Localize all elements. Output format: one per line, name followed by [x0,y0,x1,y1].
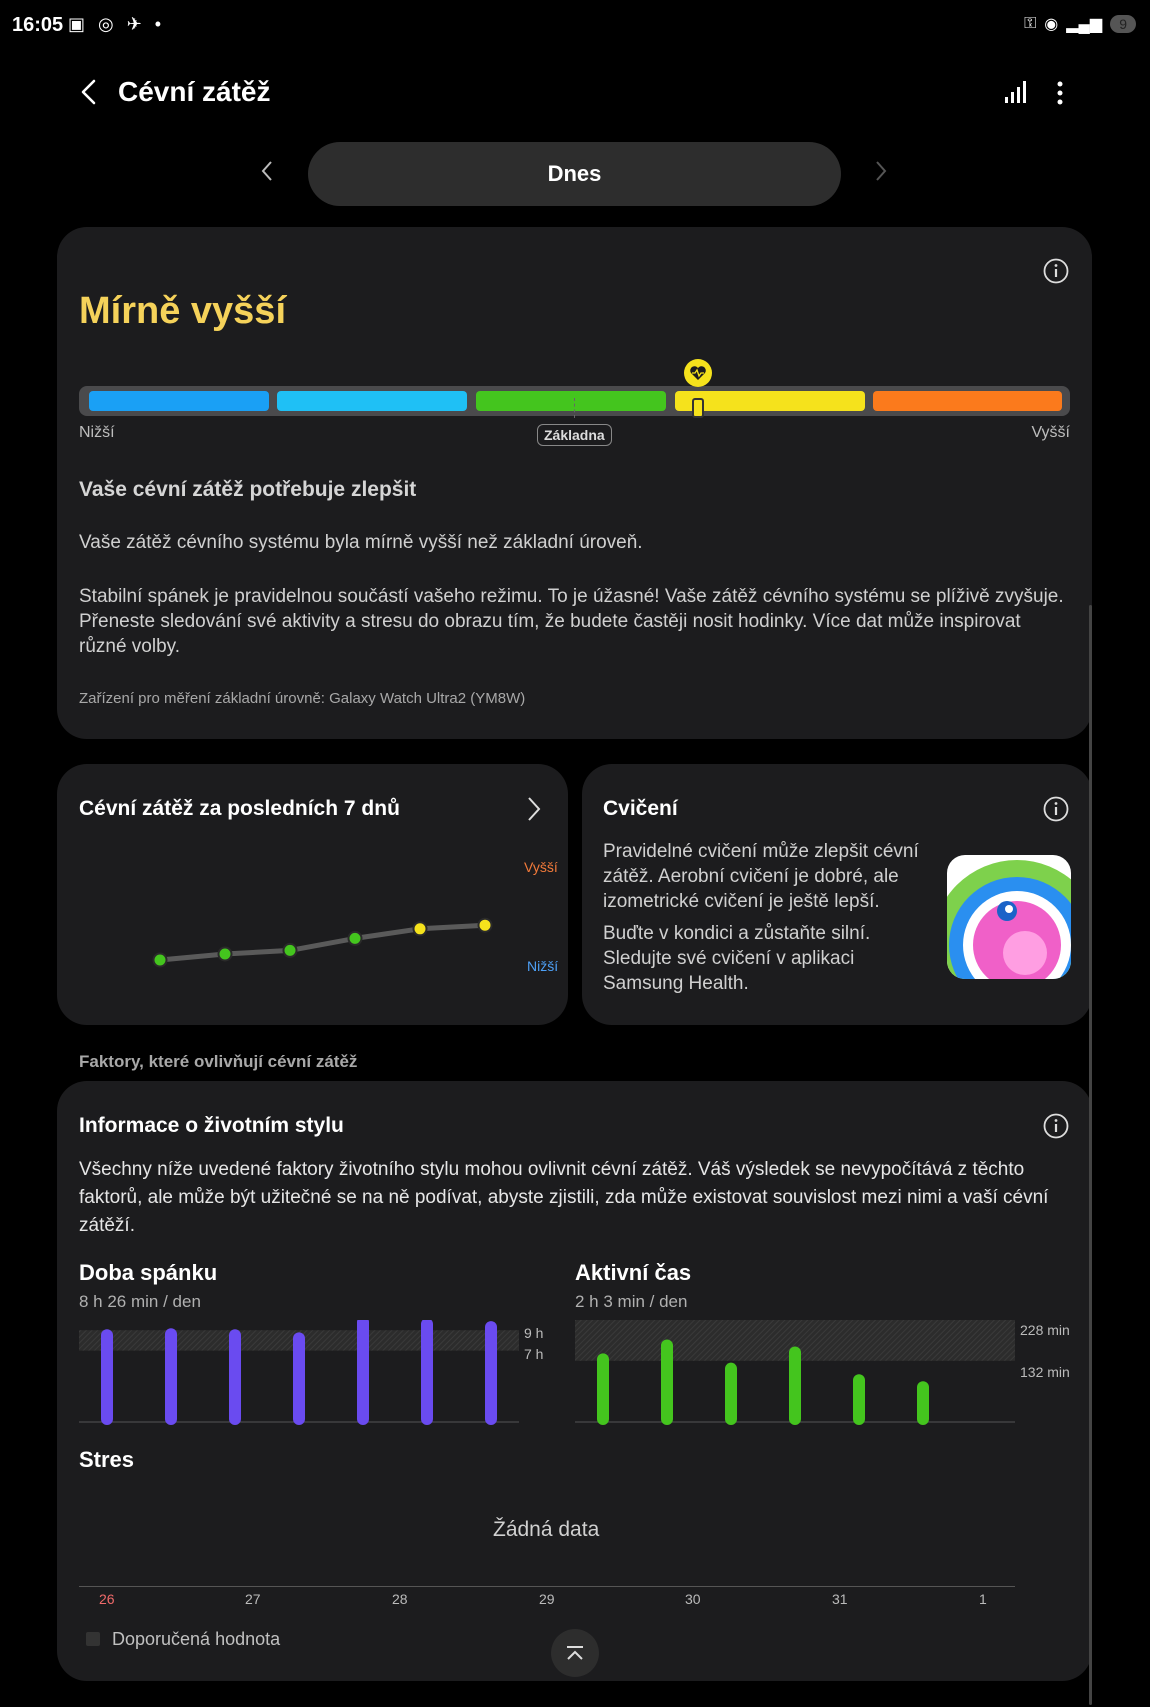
sleep-title: Doba spánku [79,1260,218,1285]
trend-card-title: Cévní zátěž za posledních 7 dnů [79,797,400,820]
status-heading: Mírně vyšší [79,290,286,332]
sleep-chart [79,1320,519,1425]
legend-label: Doporučená hodnota [112,1629,281,1649]
chart-icon[interactable] [1004,80,1026,104]
summary-paragraph: Stabilní spánek je pravidelnou součástí vašeho režimu. To je úžasné! Vaše zátěž cévního systému se plíživě zvyšuje. Přeneste sledování své aktivity a stresu do obrazu tím, že budete častěji nosit hodinky. Více dat může inspirovat různé volby. [79,586,1064,657]
summary-title: Vaše cévní zátěž potřebuje zlepšit [79,478,417,501]
exercise-card-title: Cvičení [603,797,678,820]
scale-high-label: Vyšší [1031,424,1070,441]
active-chart [575,1320,1015,1425]
scroll-to-top-button[interactable] [551,1629,599,1677]
date-label: Dnes [547,161,602,186]
day-label: 29 [539,1591,555,1607]
factors-label: Faktory, které ovlivňují cévní zátěž [79,1052,358,1071]
trend-line [160,925,485,960]
day-label: 27 [245,1591,261,1607]
trend-point [154,954,167,967]
next-date-icon[interactable] [874,160,888,182]
baseline-label: Základna [537,424,612,446]
system-icons [1024,14,1136,34]
trend-point [284,944,297,957]
active-subtitle: 2 h 3 min / den [575,1292,688,1311]
sleep-subtitle: 8 h 26 min / den [79,1292,201,1311]
trend-low-label: Nižší [527,958,559,974]
info-icon[interactable] [1043,258,1069,284]
stress-baseline [79,1586,1015,1587]
chevron-right-icon[interactable] [526,796,542,822]
sleep-lower-label: 7 h [524,1346,544,1362]
scale-segment [873,391,1062,411]
trend-point [479,919,492,932]
active-upper-label: 228 min [1020,1322,1070,1338]
stress-title: Stres [79,1447,135,1472]
trend-point [219,948,232,961]
summary-paragraph: Vaše zátěž cévního systému byla mírně vyšší než základní úroveň. [79,532,643,553]
back-icon[interactable] [78,78,100,106]
day-label: 31 [832,1591,848,1607]
previous-date-icon[interactable] [260,160,274,182]
day-label: 30 [685,1591,701,1607]
lifestyle-title: Informace o životním stylu [79,1114,344,1137]
key-icon: ⚿ [1024,15,1037,32]
arrow-up-icon [565,1645,585,1661]
scale-segment [89,391,269,411]
active-lower-label: 132 min [1020,1364,1070,1380]
date-selector[interactable] [308,142,841,206]
trend-point [414,922,427,935]
exercise-illustration-icon [947,855,1071,979]
exercise-text: Buďte v kondici a zůstaňte silní. Sledujte své cvičení v aplikaci Samsung Health. [603,923,871,994]
day-label: 1 [979,1591,987,1607]
notification-icons: ▣ ◎ ✈ • [68,14,166,34]
info-icon[interactable] [1043,796,1069,822]
legend-swatch [86,1632,100,1646]
more-options-icon[interactable] [1050,80,1070,106]
scale-low-label: Nižší [79,424,115,441]
exercise-text: Pravidelné cvičení může zlepšit cévní zátěž. Aerobní cvičení je dobré, ale izometrické cvičení je ještě lepší. [603,841,919,912]
heart-marker-icon [683,358,713,388]
device-note: Zařízení pro měření základní úrovně: Galaxy Watch Ultra2 (YM8W) [79,690,526,707]
current-level-marker [692,398,704,418]
lifestyle-description: Všechny níže uvedené faktory životního stylu mohou ovlivnit cévní zátěž. Váš výsledek se nevypočítává z těchto faktorů, ale může být užitečné se na ně podívat, abyste zjistili, zda může existovat souvislost mezi nimi a vaší cévní zátěží. [79,1159,1049,1236]
active-title: Aktivní čas [575,1260,692,1285]
hotspot-icon: ◉ [1044,16,1059,33]
signal-icon: ▂▄▆ [1066,16,1103,33]
info-icon[interactable] [1043,1113,1069,1139]
trend-high-label: Vyšší [524,859,558,875]
trend-chart [130,870,530,990]
sleep-upper-label: 9 h [524,1325,544,1341]
page-title: Cévní zátěž [118,76,271,107]
day-label: 28 [392,1591,408,1607]
baseline-tick [574,398,576,418]
stress-empty-text: Žádná data [493,1518,600,1541]
trend-point [349,932,362,945]
scale-segment [476,391,666,411]
day-label: 26 [99,1591,115,1607]
status-time: 16:05 [12,14,64,36]
battery-icon: 9 [1110,15,1136,33]
scrollbar[interactable] [1089,605,1092,1705]
scale-segment [277,391,467,411]
